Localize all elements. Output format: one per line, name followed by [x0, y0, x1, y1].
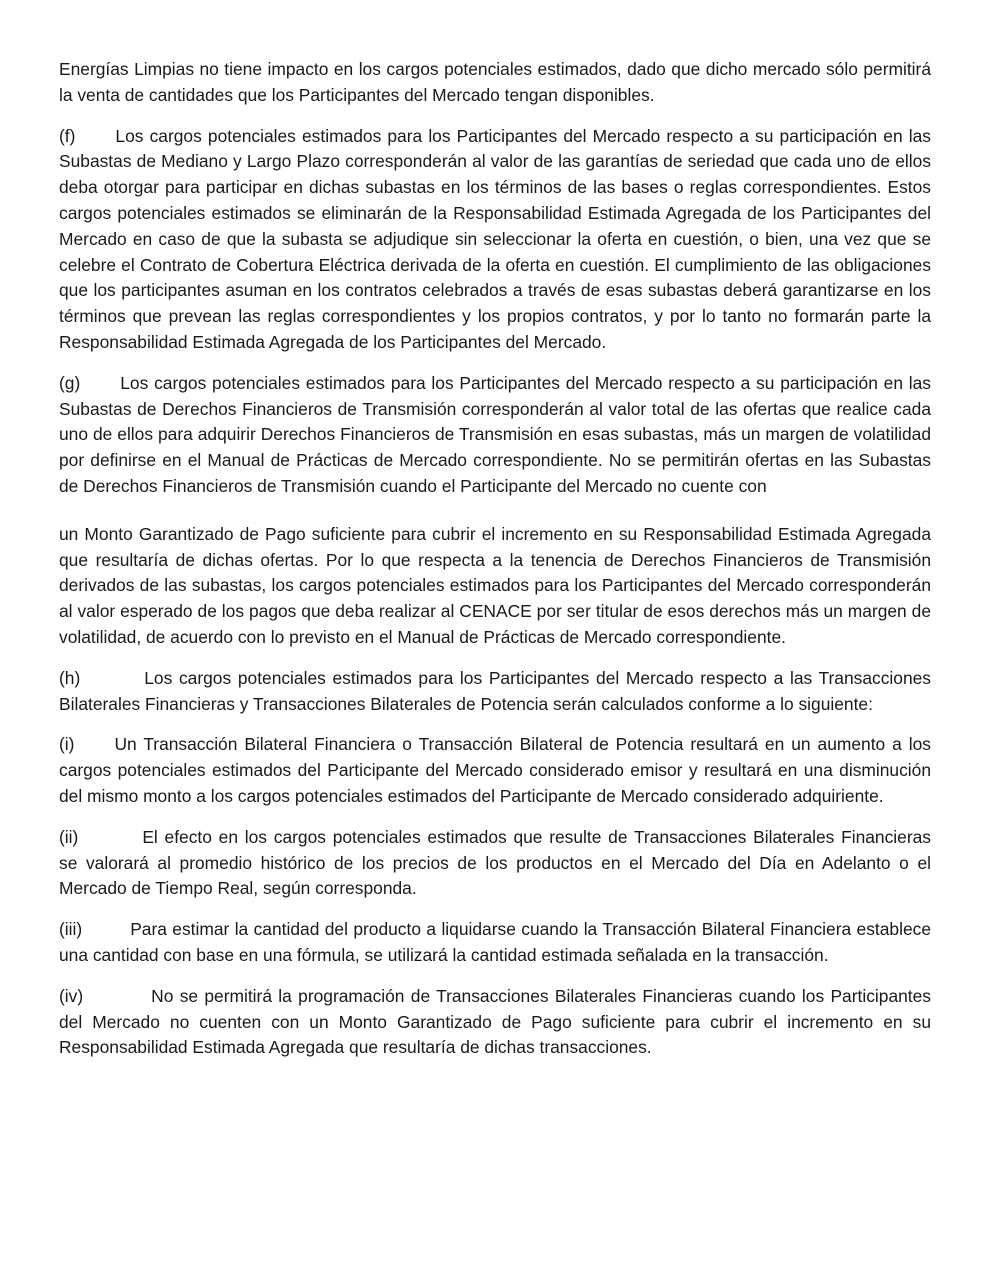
paragraph-g	[59, 371, 931, 500]
paragraph-text: Los cargos potenciales estimados para los Participantes del Mercado respecto a las Transacciones Bilaterales Financieras y Transacciones Bilaterales de Potencia serán calculados conforme a lo siguiente:	[59, 667, 931, 714]
paragraph-intro	[59, 57, 931, 109]
paragraph-text: El efecto en los cargos potenciales estimados que resulte de Transacciones Bilaterales Financieras se valorará al promedio histórico de los precios de los productos en el Mercado del Día en Adelanto o el Mercado de Tiempo Real, según corresponda.	[59, 826, 931, 899]
paragraph-text: No se permitirá la programación de Transacciones Bilaterales Financieras cuando los Participantes del Mercado no cuenten con un Monto Garantizado de Pago suficiente para cubrir el incremento en su Responsabilidad Estimada Agregada que resultaría de dichas transacciones.	[59, 985, 931, 1058]
paragraph-text: Los cargos potenciales estimados para los Participantes del Mercado respecto a su participación en las Subastas de Derechos Financieros de Transmisión corresponderán al valor total de las ofertas que realice cada uno de ellos para adquirir Derechos Financieros de Transmisión en esas subastas, más un margen de volatilidad por definirse en el Manual de Prácticas de Mercado correspondiente. No se permitirán ofertas en las Subastas de Derechos Financieros de Transmisión cuando el Participante del Mercado no cuente con	[59, 372, 931, 496]
paragraph-text: Para estimar la cantidad del producto a liquidarse cuando la Transacción Bilateral Financiera establece una cantidad con base en una fórmula, se utilizará la cantidad estimada señalada en la transacción.	[59, 919, 931, 965]
list-marker: (iii)	[59, 919, 83, 940]
list-marker: (g)	[59, 372, 81, 393]
paragraph-h	[59, 666, 931, 718]
paragraph-i	[59, 732, 931, 809]
paragraph-iv	[59, 984, 931, 1061]
paragraph-f	[59, 124, 931, 356]
paragraph-iii	[59, 917, 931, 969]
paragraph-text: un Monto Garantizado de Pago suficiente para cubrir el incremento en su Responsabilidad Estimada Agregada que resultaría de dichas ofertas. Por lo que respecta a la tenencia de Derechos Financieros de Transmisión derivados de las subastas, los cargos potenciales estimados para los Participantes del Mercado corresponderán al valor esperado de los pagos que deba realizar al CENACE por ser titular de esos derechos más un margen de volatilidad, de acuerdo con lo previsto en el Manual de Prácticas de Mercado correspondiente.	[59, 523, 931, 647]
document-page	[59, 57, 931, 1076]
paragraph-text: Un Transacción Bilateral Financiera o Transacción Bilateral de Potencia resultará en un aumento a los cargos potenciales estimados del Participante del Mercado considerado emisor y resultará en una disminución del mismo monto a los cargos potenciales estimados del Participante de Mercado considerado adquiriente.	[59, 734, 931, 806]
paragraph-text: Energías Limpias no tiene impacto en los cargos potenciales estimados, dado que dicho mercado sólo permitirá la venta de cantidades que los Participantes del Mercado tengan disponibles.	[59, 59, 931, 105]
paragraph-ii	[59, 825, 931, 902]
list-marker: (iv)	[59, 985, 84, 1006]
list-marker: (f)	[59, 125, 76, 146]
paragraph-g-continuation	[59, 522, 931, 651]
paragraph-text: Los cargos potenciales estimados para los Participantes del Mercado respecto a su participación en las Subastas de Mediano y Largo Plazo corresponderán al valor de las garantías de seriedad que cada uno de ellos deba otorgar para participar en dichas subastas en los términos de las bases o reglas correspondientes. Estos cargos potenciales estimados se eliminarán de la Responsabilidad Estimada Agregada de los Participantes del Mercado en caso de que la subasta se adjudique sin seleccionar la oferta en cuestión, o bien, una vez que se celebre el Contrato de Cobertura Eléctrica derivada de la oferta en cuestión. El cumplimiento de las obligaciones que los participantes asuman en los contratos celebrados a través de esas subastas deberá garantizarse en los términos que prevean las reglas correspondientes y los propios contratos, y por lo tanto no formarán parte la Responsabilidad Estimada Agregada de los Participantes del Mercado.	[59, 125, 931, 352]
list-marker: (h)	[59, 667, 81, 688]
list-marker: (i)	[59, 734, 75, 755]
list-marker: (ii)	[59, 826, 79, 847]
